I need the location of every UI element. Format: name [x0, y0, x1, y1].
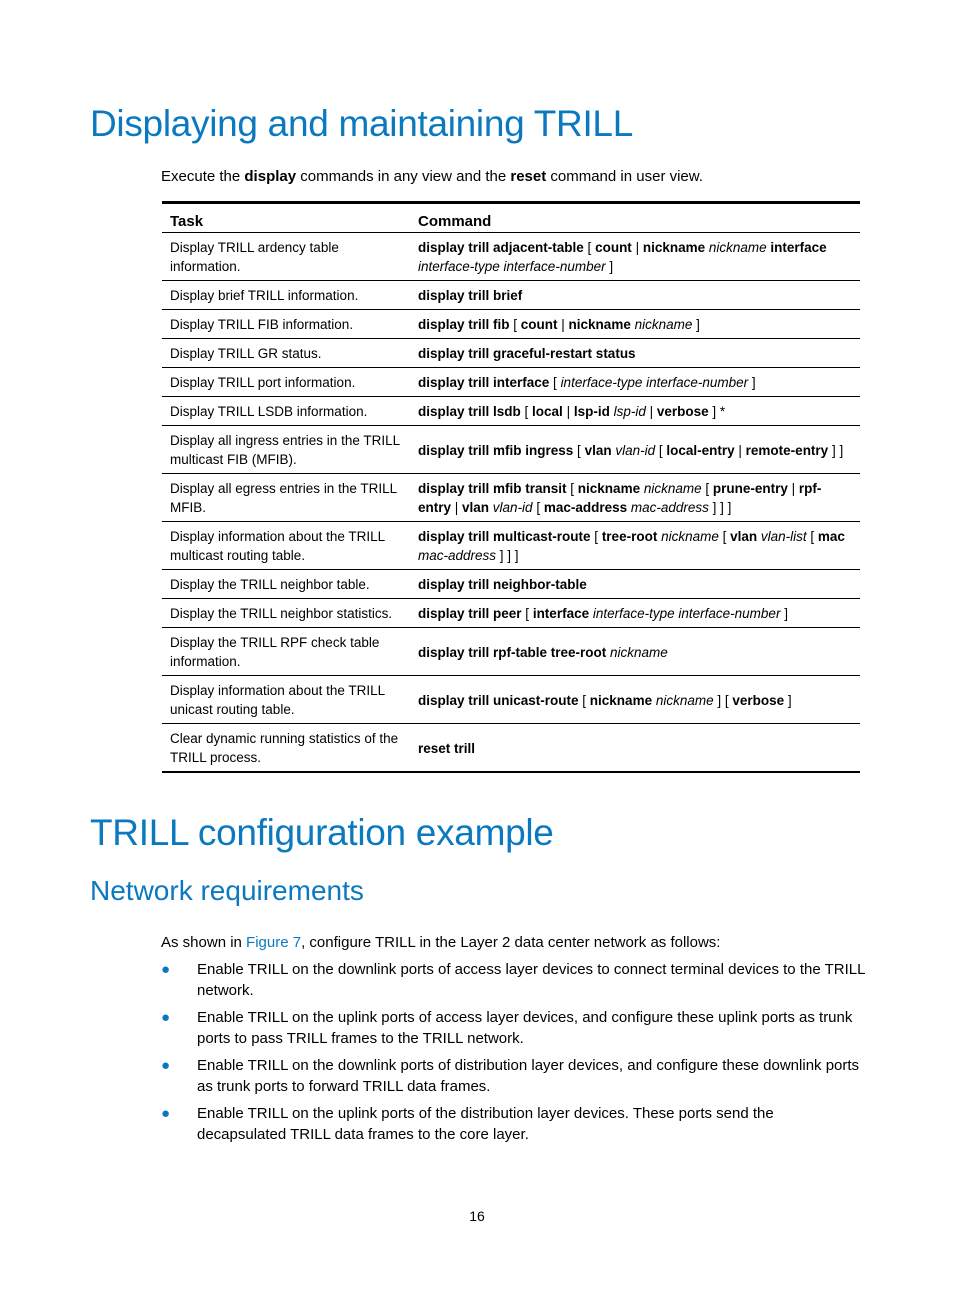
table-row	[162, 339, 860, 368]
command-cell	[410, 339, 860, 368]
list-item: ● Enable TRILL on the downlink ports of distribution layer devices, and configure these downlink ports as trunk ports to forward TRILL data frames.	[161, 1057, 860, 1095]
task-cell: Display brief TRILL information.	[162, 281, 410, 310]
command-argument: interface-type interface-number	[560, 375, 749, 390]
figure-link[interactable]: Figure 7	[246, 934, 302, 951]
command-keyword: tree-root	[601, 529, 658, 544]
command-keyword: display trill interface	[418, 375, 550, 390]
table-row	[162, 474, 860, 522]
command-argument: nickname	[630, 317, 693, 332]
command-keyword: display trill unicast-route	[418, 692, 579, 708]
command-argument: mac-address	[627, 500, 709, 515]
table-row	[162, 310, 860, 339]
command-keyword: mac	[817, 529, 845, 544]
command-keyword: display trill fib	[418, 317, 510, 332]
command-keyword: reset trill	[418, 740, 476, 756]
list-item: ● Enable TRILL on the downlink ports of access layer devices to connect terminal devices to the TRILL network.	[161, 961, 865, 999]
table-row	[162, 628, 860, 676]
table-body	[162, 233, 860, 773]
task-cell: Display the TRILL neighbor statistics.	[162, 599, 410, 628]
command-keyword: rpf-entry	[418, 481, 822, 515]
command-keyword: vlan	[462, 500, 490, 515]
command-syntax: [	[520, 404, 533, 419]
task-cell: Display TRILL LSDB information.	[162, 397, 410, 426]
bullet-icon: ●	[161, 1105, 171, 1122]
command-argument: interface-type interface-number	[418, 259, 606, 274]
keyword-display: display	[244, 168, 297, 185]
command-argument: vlan-id	[611, 442, 656, 458]
command-syntax: [	[532, 500, 544, 515]
command-cell	[410, 724, 860, 773]
command-cell	[410, 310, 860, 339]
table-row	[162, 426, 860, 474]
command-syntax: ] ] ]	[496, 548, 519, 563]
bullet-icon: ●	[161, 1009, 171, 1026]
table-row	[162, 676, 860, 724]
command-cell	[410, 570, 860, 599]
command-syntax: |	[631, 240, 643, 255]
task-cell: Display the TRILL neighbor table.	[162, 570, 410, 599]
command-keyword: display trill peer	[418, 606, 522, 621]
command-argument: nickname	[657, 529, 719, 544]
command-keyword: nickname	[642, 240, 706, 255]
task-cell: Display TRILL GR status.	[162, 339, 410, 368]
section-title-displaying: Displaying and maintaining TRILL	[90, 103, 633, 144]
command-keyword: display trill graceful-restart status	[418, 346, 636, 361]
requirements-intro: As shown in Figure 7, configure TRILL in the Layer 2 data center network as follows:	[161, 934, 721, 951]
task-cell: Display all egress entries in the TRILL MFIB.	[162, 474, 410, 522]
column-header-task: Task	[162, 203, 410, 233]
intro-paragraph: Execute the display commands in any view and the reset command in user view.	[161, 168, 703, 185]
task-cell: Display information about the TRILL multicast routing table.	[162, 522, 410, 570]
command-syntax: [	[590, 529, 602, 544]
task-cell: Display the TRILL RPF check table information.	[162, 628, 410, 676]
command-keyword: local	[532, 404, 563, 419]
table-row	[162, 599, 860, 628]
command-cell	[410, 368, 860, 397]
requirements-list	[161, 959, 866, 1151]
command-keyword: display trill adjacent-table	[418, 240, 584, 255]
command-keyword: display trill multicast-route	[418, 529, 591, 544]
command-cell	[410, 397, 860, 426]
command-syntax: [	[718, 529, 731, 544]
command-syntax: ] [	[713, 692, 733, 708]
command-keyword: prune-entry	[712, 481, 788, 496]
command-cell	[410, 233, 860, 281]
command-keyword: count	[595, 240, 632, 255]
task-cell: Display TRILL ardency table information.	[162, 233, 410, 281]
list-item: ● Enable TRILL on the uplink ports of access layer devices, and configure these uplink ports as trunk ports to pass TRILL frames to the TRILL network.	[161, 1009, 853, 1047]
command-argument: vlan-list	[757, 529, 807, 544]
command-keyword: local-entry	[666, 442, 735, 458]
section-title-config-example: TRILL configuration example	[90, 812, 554, 853]
table-row	[162, 281, 860, 310]
command-keyword: remote-entry	[745, 442, 829, 458]
command-syntax: |	[557, 317, 569, 332]
command-syntax: |	[645, 404, 657, 419]
command-argument: lsp-id	[609, 404, 646, 419]
command-keyword: verbose	[656, 404, 709, 419]
command-table	[162, 201, 860, 773]
command-keyword: vlan	[730, 529, 758, 544]
subsection-title-network-requirements: Network requirements	[90, 875, 364, 906]
command-syntax: [	[583, 240, 596, 255]
command-syntax: ]	[780, 606, 788, 621]
command-syntax: [	[655, 442, 667, 458]
command-syntax: [	[549, 375, 561, 390]
command-syntax: ]	[692, 317, 700, 332]
task-cell: Display TRILL FIB information.	[162, 310, 410, 339]
command-syntax: ]	[748, 375, 756, 390]
task-cell: Clear dynamic running statistics of the TRILL process.	[162, 724, 410, 773]
command-syntax: [	[509, 317, 521, 332]
task-cell: Display all ingress entries in the TRILL multicast FIB (MFIB).	[162, 426, 410, 474]
command-keyword: vlan	[584, 442, 612, 458]
table-row	[162, 522, 860, 570]
command-syntax: ] *	[708, 404, 726, 419]
command-keyword: display trill mfib transit	[418, 481, 567, 496]
command-syntax: |	[451, 500, 463, 515]
command-keyword: mac-address	[543, 500, 628, 515]
table-row	[162, 233, 860, 281]
command-keyword: display trill mfib ingress	[418, 442, 574, 458]
command-keyword: display trill brief	[418, 288, 523, 303]
command-syntax: ]	[784, 692, 792, 708]
command-keyword: nickname	[589, 692, 653, 708]
command-syntax: ]	[605, 259, 614, 274]
command-cell	[410, 628, 860, 676]
command-syntax: [	[566, 481, 578, 496]
command-cell	[410, 522, 860, 570]
command-syntax: [	[521, 606, 533, 621]
command-syntax: ] ] ]	[708, 500, 732, 515]
command-cell	[410, 281, 860, 310]
task-cell: Display TRILL port information.	[162, 368, 410, 397]
command-keyword: nickname	[577, 481, 641, 496]
bullet-icon: ●	[161, 1057, 171, 1074]
table-row	[162, 570, 860, 599]
command-keyword: display trill lsdb	[418, 404, 521, 419]
command-keyword: count	[520, 317, 558, 332]
command-syntax: |	[562, 404, 574, 419]
command-cell	[410, 474, 860, 522]
command-keyword: display trill rpf-table tree-root	[418, 644, 607, 660]
table-row	[162, 724, 860, 773]
task-cell: Display information about the TRILL unicast routing table.	[162, 676, 410, 724]
bullet-icon: ●	[161, 961, 171, 978]
page-number: 16	[469, 1208, 485, 1224]
table-header-row	[162, 203, 860, 233]
keyword-reset: reset	[510, 168, 547, 185]
list-item: ● Enable TRILL on the uplink ports of the distribution layer devices. These ports send the decapsulated TRILL data frames to the core layer.	[161, 1105, 774, 1143]
command-cell	[410, 426, 860, 474]
command-keyword: verbose	[732, 692, 785, 708]
command-keyword: display trill neighbor-table	[418, 577, 587, 592]
command-argument: nickname	[640, 481, 702, 496]
command-argument: mac-address	[418, 548, 497, 563]
command-cell	[410, 676, 860, 724]
command-keyword: lsp-id	[573, 404, 610, 419]
table-row	[162, 368, 860, 397]
command-keyword: interface	[532, 606, 590, 621]
command-argument: vlan-id	[489, 500, 533, 515]
command-cell	[410, 599, 860, 628]
command-syntax: [	[806, 529, 818, 544]
command-keyword: interface	[766, 240, 827, 255]
command-syntax: [	[573, 442, 585, 458]
command-syntax: |	[787, 481, 799, 496]
command-argument: nickname	[705, 240, 767, 255]
table-row	[162, 397, 860, 426]
command-syntax: |	[734, 442, 746, 458]
command-syntax: [	[701, 481, 713, 496]
command-syntax: ] ]	[828, 442, 844, 458]
command-argument: interface-type interface-number	[589, 606, 781, 621]
command-argument: nickname	[652, 692, 714, 708]
command-keyword: nickname	[568, 317, 631, 332]
column-header-command: Command	[410, 203, 860, 233]
command-argument: nickname	[606, 644, 668, 660]
command-syntax: [	[578, 692, 590, 708]
